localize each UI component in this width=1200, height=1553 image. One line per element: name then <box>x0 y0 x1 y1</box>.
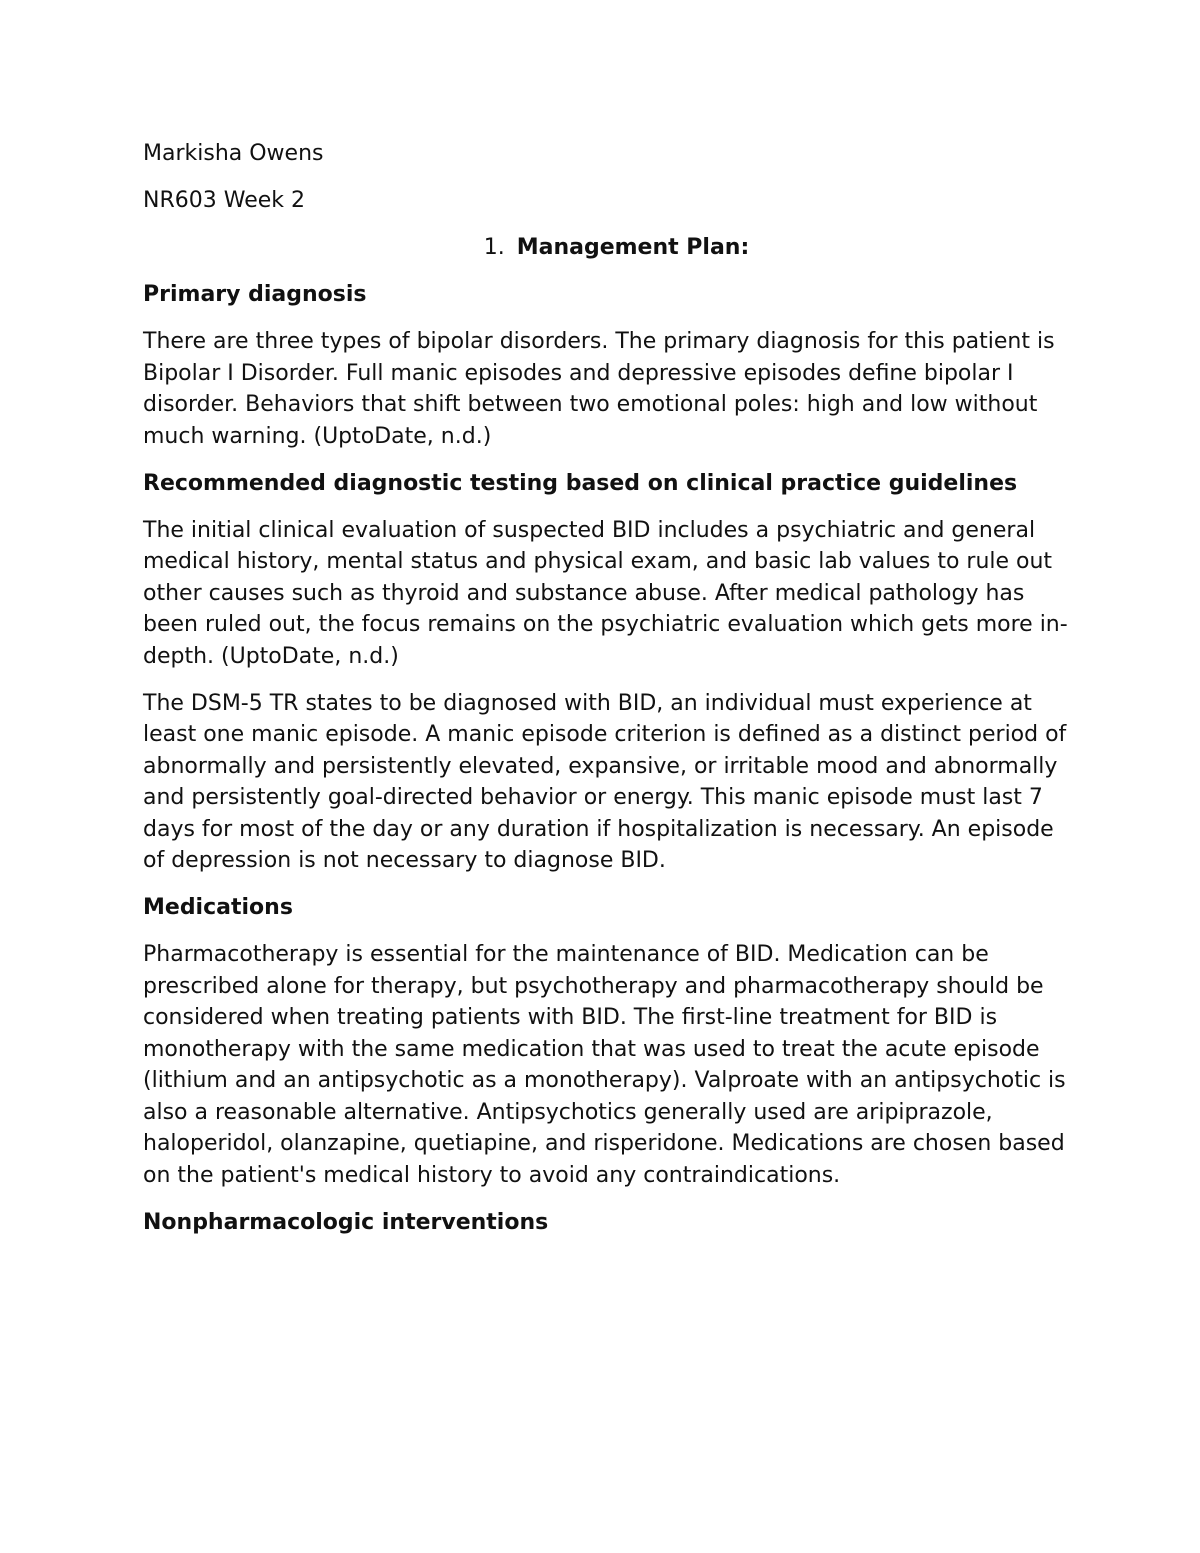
course-week: NR603 Week 2 <box>143 188 305 213</box>
heading-nonpharmacologic: Nonpharmacologic interventions <box>143 1209 549 1235</box>
paragraph-primary-diagnosis: There are three types of bipolar disorders. The primary diagnosis for this patient is Bipolar I Disorder. Full manic episodes and depressive episodes define bipolar I disorder. Behaviors that shift between two emotional poles: high and low without much warning. (UptoDate, n.d.) <box>143 329 1055 449</box>
paragraph-medications: Pharmacotherapy is essential for the maintenance of BID. Medication can be prescribed alone for therapy, but psychotherapy and pharmacotherapy should be considered when treating patients with BID. The first-line treatment for BID is monotherapy with the same medication that was used to treat the acute episode (lithium and an antipsychotic as a monotherapy). Valproate with an antipsychotic is also a reasonable alternative. Antipsychotics generally used are aripiprazole, haloperidol, olanzapine, quetiapine, and risperidone. Medications are chosen based on the patient's medical history to avoid any contraindications. <box>143 942 1066 1188</box>
section-title <box>143 232 1068 264</box>
section-number: 1. <box>483 235 505 260</box>
paragraph-diagnostic-testing-1: The initial clinical evaluation of suspected BID includes a psychiatric and general medical history, mental status and physical exam, and basic lab values to rule out other causes such as thyroid and substance abuse. After medical pathology has been ruled out, the focus remains on the psychiatric evaluation which gets more in-depth. (UptoDate, n.d.) <box>143 517 1068 669</box>
section-title-text: Management Plan: <box>516 235 750 260</box>
paragraph-diagnostic-testing-2: The DSM-5 TR states to be diagnosed with BID, an individual must experience at least one manic episode. A manic episode criterion is defined as a distinct period of abnormally and persistently elevated, expansive, or irritable mood and abnormally and persistently goal-directed behavior or energy. This manic episode must last 7 days for most of the day or any duration if hospitalization is necessary. An episode of depression is not necessary to diagnose BID. <box>143 690 1067 873</box>
heading-primary-diagnosis: Primary diagnosis <box>143 282 367 307</box>
author-name: Markisha Owens <box>143 141 324 166</box>
heading-medications: Medications <box>143 895 293 920</box>
heading-diagnostic-testing: Recommended diagnostic testing based on clinical practice guidelines <box>143 470 1018 496</box>
document-page <box>143 138 1068 1254</box>
